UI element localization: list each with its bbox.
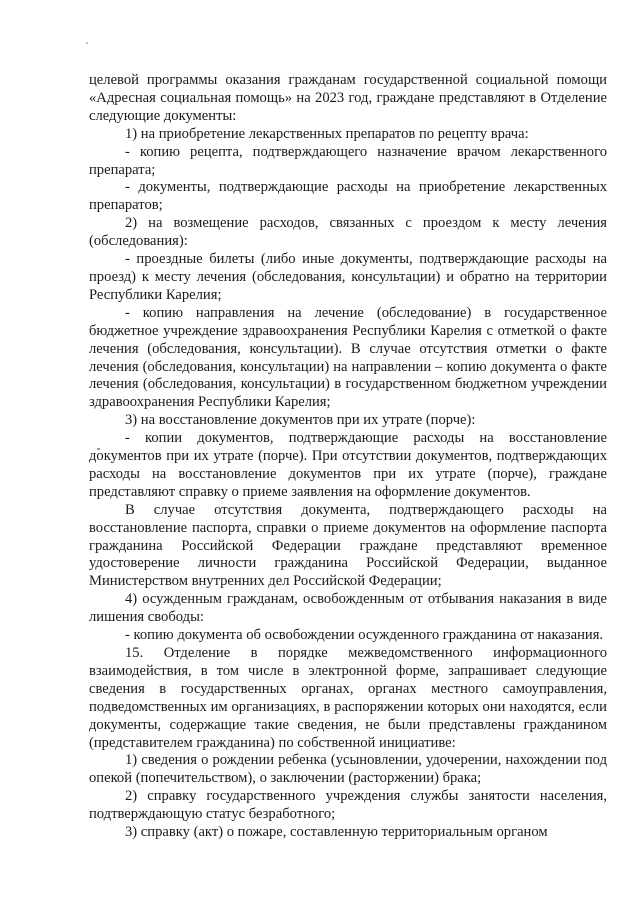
paragraph-item-4-convicts: 4) осужденным гражданам, освобожденным от отбывания наказания в виде лишения свободы: — [89, 591, 607, 626]
paragraph-item-1-medicines: 1) на приобретение лекарственных препаратов по рецепту врача: — [125, 125, 529, 142]
paragraph-passport-case: В случае отсутствия документа, подтверждающего расходы на восстановление паспорта, справки о приеме документов на оформление паспорта гражданина Российской Федерации граждане представляют временное удостоверение личности гражданина Российской Федерации, выданное Министерством внутренних дел Российской Федерации; — [89, 501, 607, 590]
paragraph-treatment-referral: - копию направления на лечение (обследование) в государственное бюджетное учреждение здравоохранения Республики Карелия с отметкой о факте лечения (обследования, консультации). В случае отсутствия отметки о факте лечения (обследования, консультации) на направлении – копию документа о факте лечения (обследования, консультации) в государственном бюджетном учреждении здравоохранения Республики Карелия; — [89, 304, 607, 411]
paragraph-document-copies: - копии документов, подтверждающие расходы на восстановление документов при их утрате (порче). При отсутствии документов, подтверждающих расходы на восстановление документов при их утрате (порче), граждане представляют справку о приеме заявления на оформление документов. — [89, 430, 607, 500]
paragraph-employment-certificate: 2) справку государственного учреждения службы занятости населения, подтверждающую статус безработного; — [89, 788, 607, 823]
paragraph-birth-info: 1) сведения о рождении ребенка (усыновлении, удочерении, нахождении под опекой (попечительством), о заключении (расторжении) брака; — [89, 752, 607, 787]
paragraph-medicine-expenses: - документы, подтверждающие расходы на приобретение лекарственных препаратов; — [89, 179, 607, 214]
paragraph-item-2-travel: 2) на возмещение расходов, связанных с проездом к месту лечения (обследования): — [89, 215, 607, 250]
paragraph-prescription-copy: - копию рецепта, подтверждающего назначение врачом лекарственного препарата; — [89, 143, 607, 178]
paragraph-fire-certificate: 3) справку (акт) о пожаре, составленную территориальным органом — [125, 824, 548, 841]
document-body — [89, 72, 607, 842]
paragraph-section-15: 15. Отделение в порядке межведомственного информационного взаимодействия, в том числе в электронной форме, запрашивает следующие сведения в государственных органах, органах местного самоуправления, подведомственных им организациях, в распоряжении которых они находятся, если документы, содержащие такие сведения, не были представлены гражданином (представителем гражданина) по собственной инициативе: — [89, 645, 607, 751]
paragraph-program-intro: целевой программы оказания гражданам государственной социальной помощи «Адресная социальная помощь» на 2023 год, граждане представляют в Отделение следующие документы: — [89, 72, 607, 124]
paragraph-release-document: - копию документа об освобождении осужденного гражданина от наказания. — [125, 627, 604, 644]
paragraph-item-3-documents: 3) на восстановление документов при их утрате (порче): — [125, 412, 476, 429]
paragraph-travel-tickets: - проездные билеты (либо иные документы, подтверждающие расходы на проезд) к месту лечения (обследования, консультации) и обратно на территории Республики Карелия; — [89, 251, 607, 303]
scan-mark — [86, 42, 88, 44]
